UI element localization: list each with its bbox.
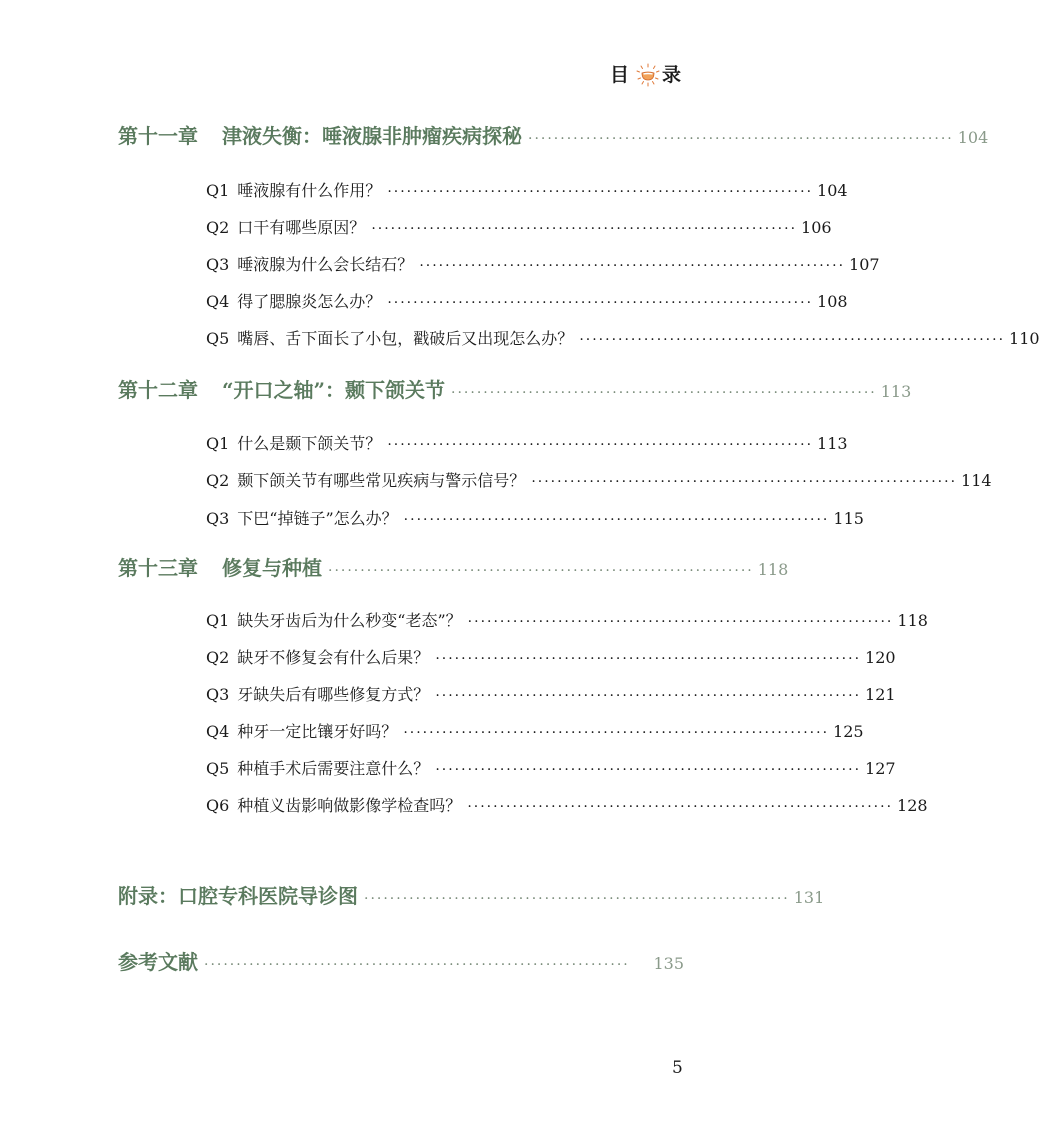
- chapter-page: 118: [757, 560, 789, 579]
- chapter-entry[interactable]: [118, 552, 789, 581]
- references-page: 135: [653, 954, 684, 973]
- tooth-smile-icon: [635, 62, 661, 88]
- leader-dots: ··································································: [204, 957, 630, 973]
- question-entry[interactable]: [206, 682, 896, 705]
- question-number: Q1: [206, 181, 230, 200]
- question-page: 104: [817, 181, 848, 200]
- leader-dots: ··································································: [531, 474, 958, 490]
- chapter-page: 104: [957, 128, 989, 147]
- question-text: 种植义齿影响做影像学检查吗？: [237, 796, 462, 815]
- question-text: 唾液腺有什么作用？: [237, 181, 382, 200]
- question-entry[interactable]: [206, 289, 848, 312]
- question-page: 113: [817, 434, 848, 453]
- question-page: 115: [833, 509, 864, 528]
- page-number: 5: [672, 1058, 683, 1078]
- question-entry[interactable]: [206, 431, 848, 454]
- question-number: Q3: [206, 685, 230, 704]
- leader-dots: ··································································: [451, 385, 877, 401]
- leader-dots: ··································································: [467, 614, 894, 630]
- leader-dots: ··································································: [328, 563, 754, 579]
- leader-dots: ··································································: [387, 184, 814, 200]
- question-text: 得了腮腺炎怎么办？: [237, 292, 382, 311]
- leader-dots: ··································································: [435, 762, 862, 778]
- chapter-title: “开口之轴”：颞下颌关节: [222, 378, 446, 402]
- question-number: Q2: [206, 648, 230, 667]
- question-entry[interactable]: [206, 326, 1040, 349]
- chapter-title: 修复与种植: [222, 556, 322, 580]
- leader-dots: ··································································: [435, 688, 862, 704]
- question-entry[interactable]: [206, 252, 880, 275]
- question-number: Q5: [206, 759, 230, 778]
- header-char-1: 目: [610, 64, 630, 86]
- question-entry[interactable]: [206, 793, 928, 816]
- question-text: 什么是颞下颌关节？: [237, 434, 382, 453]
- question-page: 128: [897, 796, 928, 815]
- question-page: 118: [897, 611, 928, 630]
- leader-dots: ··································································: [387, 295, 814, 311]
- chapter-page: 113: [880, 382, 912, 401]
- chapter-entry[interactable]: [118, 374, 912, 403]
- question-entry[interactable]: [206, 468, 992, 491]
- question-text: 颞下颌关节有哪些常见疾病与警示信号？: [237, 471, 526, 490]
- leader-dots: ··································································: [528, 131, 954, 147]
- question-page: 108: [817, 292, 848, 311]
- leader-dots: ··································································: [364, 891, 790, 907]
- leader-dots: ··································································: [371, 221, 798, 237]
- question-page: 125: [833, 722, 864, 741]
- question-page: 114: [961, 471, 992, 490]
- question-number: Q2: [206, 471, 230, 490]
- question-text: 下巴“掉链子”怎么办？: [237, 509, 398, 528]
- question-number: Q1: [206, 611, 230, 630]
- leader-dots: ··································································: [403, 512, 830, 528]
- leader-dots: ··································································: [467, 799, 894, 815]
- question-page: 121: [865, 685, 896, 704]
- question-text: 唾液腺为什么会长结石？: [237, 255, 414, 274]
- question-entry[interactable]: [206, 178, 848, 201]
- question-page: 106: [801, 218, 832, 237]
- question-number: Q5: [206, 329, 230, 348]
- appendix-entry[interactable]: [118, 880, 825, 909]
- question-number: Q1: [206, 434, 230, 453]
- references-entry[interactable]: [118, 946, 684, 975]
- question-entry[interactable]: [206, 719, 864, 742]
- chapter-title: 津液失衡：唾液腺非肿瘤疾病探秘: [222, 124, 522, 148]
- question-page: 127: [865, 759, 896, 778]
- question-entry[interactable]: [206, 215, 832, 238]
- question-text: 缺牙不修复会有什么后果？: [237, 648, 430, 667]
- question-number: Q4: [206, 722, 230, 741]
- appendix-page: 131: [793, 888, 825, 907]
- question-number: Q6: [206, 796, 230, 815]
- chapter-number: 第十一章: [118, 124, 198, 148]
- question-number: Q3: [206, 509, 230, 528]
- chapter-entry[interactable]: [118, 120, 989, 149]
- question-text: 口干有哪些原因？: [237, 218, 366, 237]
- question-text: 缺失牙齿后为什么秒变“老态”？: [237, 611, 462, 630]
- leader-dots: ··································································: [419, 258, 846, 274]
- question-number: Q4: [206, 292, 230, 311]
- question-text: 种牙一定比镶牙好吗？: [237, 722, 398, 741]
- question-number: Q2: [206, 218, 230, 237]
- question-page: 120: [865, 648, 896, 667]
- leader-dots: ··································································: [403, 725, 830, 741]
- question-page: 107: [849, 255, 880, 274]
- question-text: 种植手术后需要注意什么？: [237, 759, 430, 778]
- question-number: Q3: [206, 255, 230, 274]
- references-title: 参考文献: [118, 950, 198, 974]
- question-page: 110: [1009, 329, 1040, 348]
- question-entry[interactable]: [206, 645, 896, 668]
- question-text: 嘴唇、舌下面长了小包，戳破后又出现怎么办？: [237, 329, 574, 348]
- leader-dots: ··································································: [387, 437, 814, 453]
- question-text: 牙缺失后有哪些修复方式？: [237, 685, 430, 704]
- header-char-2: 录: [662, 64, 682, 86]
- appendix-title: 附录：口腔专科医院导诊图: [118, 884, 358, 908]
- chapter-number: 第十三章: [118, 556, 198, 580]
- leader-dots: ··································································: [435, 651, 862, 667]
- chapter-number: 第十二章: [118, 378, 198, 402]
- question-entry[interactable]: [206, 608, 928, 631]
- question-entry[interactable]: [206, 506, 864, 529]
- toc-header: [604, 62, 688, 90]
- question-entry[interactable]: [206, 756, 896, 779]
- leader-dots: ··································································: [579, 332, 1006, 348]
